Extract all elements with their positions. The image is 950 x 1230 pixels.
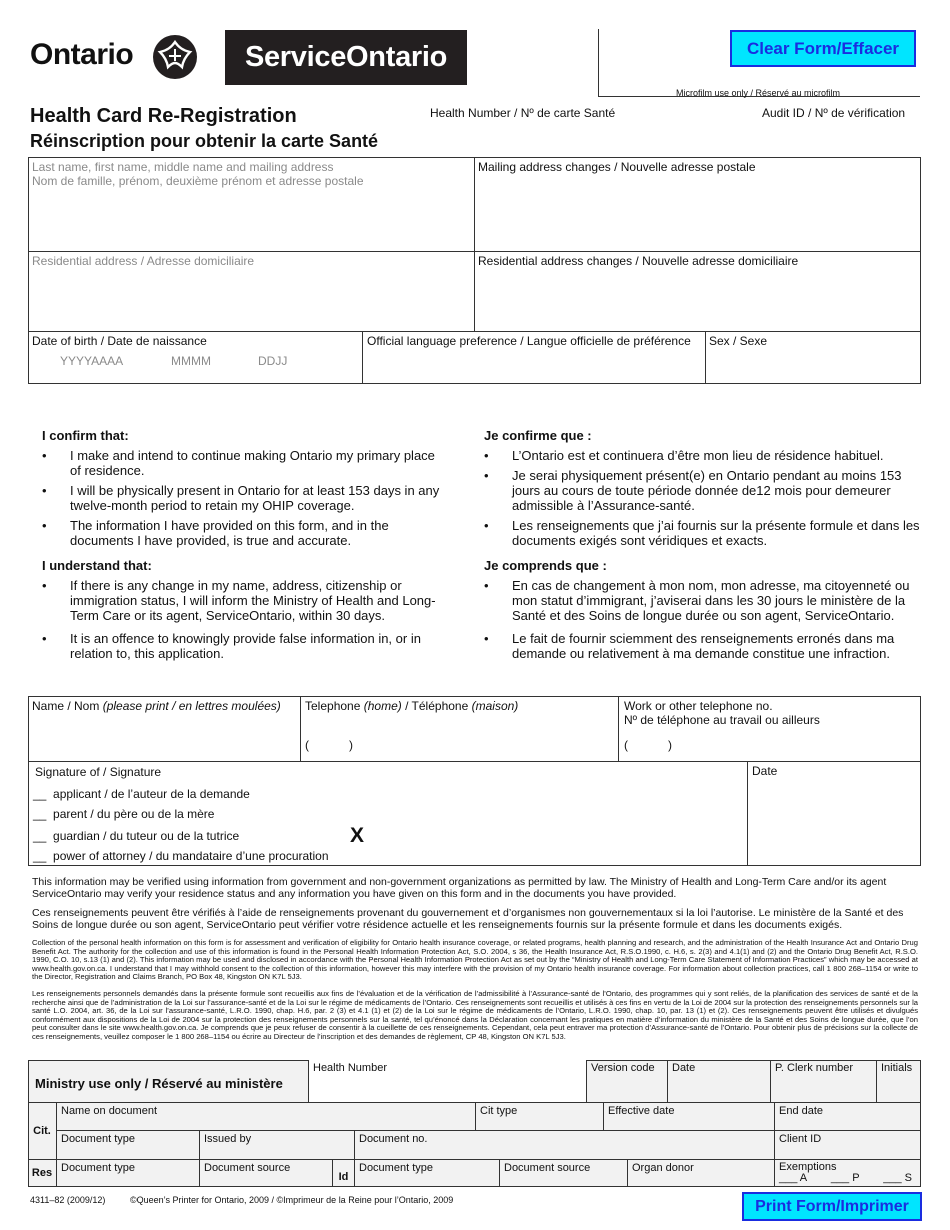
signature-date-divider — [747, 761, 748, 866]
health-number-label: Health Number — [313, 1062, 387, 1074]
ministry-clerk-number-field[interactable] — [771, 1060, 877, 1103]
microfilm-divider — [598, 29, 599, 97]
name-address-placeholder-fr: Nom de famille, prénom, deuxième prénom et adresse postale — [32, 174, 364, 188]
id-document-type-field[interactable] — [355, 1160, 500, 1187]
signer-checkbox[interactable]: __ — [33, 787, 47, 801]
health-number-label: Health Number / Nº de carte Santé — [430, 106, 616, 120]
name-address-field[interactable] — [32, 160, 470, 248]
residential-changes-label: Residential address changes / Nouvelle adresse domiciliaire — [478, 254, 799, 268]
initials-label: Initials — [881, 1062, 913, 1074]
verification-notice-fr: Ces renseignements peuvent être vérifiés à l’aide de renseignements provenant du gouvernement et d’organismes non gouvernementaux si la loi l’autorise. Le ministère de la Santé et des Soins de longue durée ou son agent, ServiceOntario peut vérifier votre résidence actuelle et les renseignements fournis sur la présente formule et dans les documents exigés. — [32, 907, 904, 931]
document-source-label: Document source — [504, 1162, 591, 1174]
work-phone-area-code: ( ) — [624, 738, 672, 752]
confirm-fr-item: • Je serai physiquement présent(e) en Ontario pendant au moins 153 jours au cours de toute période donnée de12 mois pour demeurer admissible à l’Assurance-santé. — [484, 468, 924, 513]
copyright-notice: ©Queen’s Printer for Ontario, 2009 / ©Imprimeur de la Reine pour l’Ontario, 2009 — [130, 1195, 454, 1205]
trillium-logo-icon — [152, 34, 198, 80]
signature-label: Signature of / Signature — [35, 765, 162, 779]
signer-option-label: parent / du père ou de la mère — [53, 807, 215, 821]
signer-checkbox[interactable]: __ — [33, 829, 47, 843]
phone-work-divider — [618, 696, 619, 761]
exemptions-field[interactable] — [775, 1160, 921, 1187]
ministry-health-number-field[interactable] — [308, 1060, 587, 1103]
microfilm-note: Microfilm use only / Réservé au microfilm — [676, 88, 841, 98]
signer-option-applicant[interactable] — [33, 787, 250, 801]
exemption-p-checkbox[interactable]: ___ P — [830, 1172, 860, 1184]
mailing-changes-label: Mailing address changes / Nouvelle adresse postale — [478, 160, 756, 174]
home-phone-area-code: ( ) — [305, 738, 353, 752]
work-phone-label-fr: Nº de téléphone au travail ou ailleurs — [624, 713, 820, 727]
ministry-date-label: Date — [672, 1062, 696, 1074]
res-row-label: Res — [28, 1160, 57, 1187]
signer-checkbox[interactable]: __ — [33, 807, 47, 821]
ministry-use-title: Ministry use only / Réservé au ministère — [35, 1076, 283, 1091]
name-label: Name / Nom — [32, 699, 100, 713]
confirm-en-item: • I make and intend to continue making Ontario my primary place of residence. — [42, 448, 442, 478]
phone-maison-label: (maison) — [471, 699, 519, 713]
signer-option-label: guardian / du tuteur ou de la tutrice — [53, 829, 240, 843]
applicant-name-field[interactable] — [32, 699, 296, 759]
ministry-date-field[interactable] — [668, 1060, 771, 1103]
cit-row-label: Cit. — [28, 1103, 57, 1160]
phone-label-a: Telephone — [305, 699, 361, 713]
confirm-en-heading: I confirm that: — [42, 428, 129, 443]
ontario-wordmark: Ontario — [30, 38, 134, 71]
issued-by-field[interactable] — [200, 1131, 355, 1160]
understand-fr-section — [484, 558, 926, 666]
understand-en-section — [42, 558, 442, 666]
phone-home-label: (home) — [363, 699, 402, 713]
signer-option-power-of-attorney[interactable] — [33, 849, 329, 863]
understand-en-item: • It is an offence to knowingly provide false information in, or in relation to, this application. — [42, 631, 442, 661]
confirm-en-item: • I will be physically present in Ontario for at least 153 days in any twelve-month period to retain my OHIP coverage. — [42, 483, 442, 513]
exemption-s-checkbox[interactable]: ___ S — [883, 1172, 912, 1184]
confirm-fr-heading: Je confirme que : — [484, 428, 592, 443]
effective-date-label: Effective date — [608, 1105, 675, 1117]
print-form-button[interactable]: Print Form/Imprimer — [742, 1192, 922, 1221]
page-title: Health Card Re-Registration — [30, 105, 297, 127]
document-number-label: Document no. — [359, 1133, 428, 1145]
identity-vertical-divider — [474, 157, 475, 332]
language-label: Official language preference / Langue officielle de préférence — [367, 334, 691, 348]
residential-address-field[interactable] — [32, 254, 470, 328]
signature-x-mark: X — [350, 824, 365, 847]
clear-form-button[interactable]: Clear Form/Effacer — [730, 30, 916, 67]
sex-label: Sex / Sexe — [709, 334, 768, 348]
signature-date-field[interactable] — [752, 764, 918, 864]
name-address-placeholder-en: Last name, first name, middle name and mailing address — [32, 160, 334, 174]
collection-notice-fr: Les renseignements personnels demandés dans la présente formule sont recueillis aux fins de l’évaluation et de la vérification de l’admissibilité à l’Assurance-santé de l’Ontario, des programmes qui y sont reliés, de la planification des services de santé et de la recherche ainsi que de l’administration de la Loi sur l’assurance-santé et de la Loi sur le régime de médicaments de l’Ontario. Ces renseignements sont recueillis et utilisés à ces fins en vertu de la Loi de 2004 sur la protection des renseignements personnels sur la santé L.O. 2004, art. 36, de la Loi sur l’assurance-santé, L.R.O. 1990, chap. H.6, par. 2 (3) et 4.1 (1) et (2) de la Loi sur le régime de médicaments de l’Ontario, L.R.O. 1990, chap. 10, par. 13 (1) et (2). Ces renseignements peuvent être utilisés et divulgués conformément aux dispositions de la Loi de 2004 sur la protection des renseignements personnels sur la santé, tel qu’énoncé dans la Déclaration concernant les pratiques en matière d’information du ministère de la Santé et des Soins de longue durée, que l’on peut consulter dans le site www.health.gov.on.ca. Je comprends que je peux refuser de consentir à la cueillette de ces renseignements. Cependant, cela peut entraver ma protection d’Assurance-santé de l’Ontario. Pour obtenir plus de précisions sur la collecte de ces renseignements, veuillez composer le 1 800 268–1154 ou écrire au Directeur de l’inscription et des demandes de règlement, CP 48, Kingston ON K7L 5J3. — [32, 989, 918, 1041]
document-type-label: Document type — [61, 1162, 135, 1174]
collection-notice-en: Collection of the personal health information on this form is for assessment and verification of eligibility for Ontario health insurance coverage, or related programs, health planning and research, and the administration of the Health Insurance Act and Ontario Drug Benefit Act. The authority for the collection and use of this information is found in the Personal Health Information Protection Act, S.O. 2004, s 36, the Health Insurance Act, R.S.O.1990, c. H.6, s. 2(3) and 4.1(1) and (2) and the Ontario Drug Benefit Act, R.S.O. 1990, C.O. 10, s.13 (1) and (2). This information may be used and disclosed in accordance with the Personal Health Information Protection Act as set out by the “Ministry of Health and Long-Term Care Statement of Information Practices” which may be accessed at www.health.gov.on.ca. I understand that I may withhold consent to the collection of this information, however this may interfere with the provision of my Ontario health insurance coverage. For information about collection practices, call 1 800 268–1154 or write to the Director, Registration and Claims Branch, PO Box 48, Kingston ON K7L 5J3. — [32, 938, 918, 982]
signer-option-label: applicant / de l’auteur de la demande — [53, 787, 250, 801]
dob-divider — [362, 331, 363, 384]
document-number-field[interactable] — [355, 1131, 775, 1160]
work-phone-field[interactable] — [624, 699, 918, 759]
effective-date-field[interactable] — [604, 1103, 775, 1131]
dob-day-field[interactable]: DDJJ — [258, 354, 288, 368]
document-type-label: Document type — [61, 1133, 135, 1145]
signer-checkbox[interactable]: __ — [33, 849, 47, 863]
issued-by-label: Issued by — [204, 1133, 252, 1145]
home-phone-field[interactable] — [305, 699, 615, 759]
res-document-type-field[interactable] — [57, 1160, 200, 1187]
date-label: Date — [752, 764, 778, 778]
organ-donor-field[interactable] — [628, 1160, 775, 1187]
document-source-label: Document source — [204, 1162, 291, 1174]
cit-type-field[interactable] — [476, 1103, 604, 1131]
client-id-field[interactable] — [775, 1131, 921, 1160]
audit-id-label: Audit ID / Nº de vérification — [762, 106, 906, 120]
form-number: 4311–82 (2009/12) — [30, 1195, 106, 1205]
end-date-field[interactable] — [775, 1103, 921, 1131]
confirm-fr-section — [484, 428, 924, 553]
organ-donor-label: Organ donor — [632, 1162, 694, 1174]
name-hint: (please print / en lettres moulées) — [102, 699, 281, 713]
sex-field[interactable] — [709, 334, 919, 382]
confirm-en-item: • The information I have provided on this form, and in the documents I have provided, is true and accurate. — [42, 518, 442, 548]
signer-option-parent[interactable] — [33, 807, 214, 821]
understand-fr-heading: Je comprends que : — [484, 558, 607, 573]
identity-row-divider-2 — [28, 331, 921, 332]
signer-option-guardian[interactable] — [33, 829, 239, 843]
ministry-version-code-field[interactable] — [587, 1060, 668, 1103]
name-on-document-label: Name on document — [61, 1105, 157, 1117]
confirm-fr-item: • L’Ontario est et continuera d’être mon lieu de résidence habituel. — [484, 448, 924, 463]
dob-year-field[interactable]: YYYYAAAA — [60, 354, 124, 368]
serviceontario-logo: ServiceOntario — [225, 30, 467, 85]
version-code-label: Version code — [591, 1062, 655, 1074]
verification-notice-en: This information may be verified using information from government and non-government organizations as permitted by law. The Ministry of Health and Long-Term Care and/or its agent ServiceOntario may verify your residence status and any information you have given on this form and in the documents you have provided. — [32, 876, 887, 900]
understand-fr-item: • Le fait de fournir sciemment des renseignements erronés dans ma demande ou relativement à ma demande constitue une infraction. — [484, 631, 926, 661]
understand-fr-item: • En cas de changement à mon nom, mon adresse, ma citoyenneté ou mon statut d’immigrant, j’aviserai dans les 30 jours le ministère de la Santé et des Soins de longue durée ou son agent, ServiceOntario. — [484, 578, 926, 623]
clerk-number-label: P. Clerk number — [775, 1062, 854, 1074]
residential-address-changes-field[interactable] — [478, 254, 916, 328]
id-row-label: Id — [333, 1160, 355, 1187]
document-type-label: Document type — [359, 1162, 433, 1174]
cit-type-label: Cit type — [480, 1105, 518, 1117]
cit-document-type-field[interactable] — [57, 1131, 200, 1160]
dob-label: Date of birth / Date de naissance — [32, 334, 207, 348]
mailing-address-changes-field[interactable] — [478, 160, 916, 248]
confirm-en-section — [42, 428, 442, 553]
residential-placeholder: Residential address / Adresse domiciliaire — [32, 254, 255, 268]
understand-en-item: • If there is any change in my name, address, citizenship or immigration status, I will inform the Ministry of Health and Long-Term Care or its agent, ServiceOntario, within 30 days. — [42, 578, 442, 623]
signature-field[interactable] — [345, 764, 743, 864]
exemption-a-checkbox[interactable]: ___ A — [779, 1172, 808, 1184]
dob-month-field[interactable]: MMMM — [171, 354, 211, 368]
res-document-source-field[interactable] — [200, 1160, 333, 1187]
signer-option-label: power of attorney / du mandataire d’une procuration — [53, 849, 329, 863]
ministry-initials-field[interactable] — [877, 1060, 921, 1103]
sex-divider — [705, 331, 706, 384]
contact-row-divider — [28, 761, 921, 762]
id-document-source-field[interactable] — [500, 1160, 628, 1187]
understand-en-heading: I understand that: — [42, 558, 152, 573]
name-phone-divider — [300, 696, 301, 761]
phone-label-b: / Téléphone — [405, 699, 469, 713]
client-id-label: Client ID — [779, 1133, 822, 1145]
name-on-document-field[interactable] — [57, 1103, 476, 1131]
end-date-label: End date — [779, 1105, 824, 1117]
work-phone-label-en: Work or other telephone no. — [624, 699, 773, 713]
identity-row-divider-1 — [28, 251, 921, 252]
page-title-fr: Réinscription pour obtenir la carte Santé — [30, 131, 379, 151]
confirm-fr-item: • Les renseignements que j’ai fournis sur la présente formule et dans les documents exigés sont véridiques et exacts. — [484, 518, 924, 548]
language-preference-field[interactable] — [367, 334, 703, 382]
exemptions-label: Exemptions — [779, 1161, 837, 1173]
